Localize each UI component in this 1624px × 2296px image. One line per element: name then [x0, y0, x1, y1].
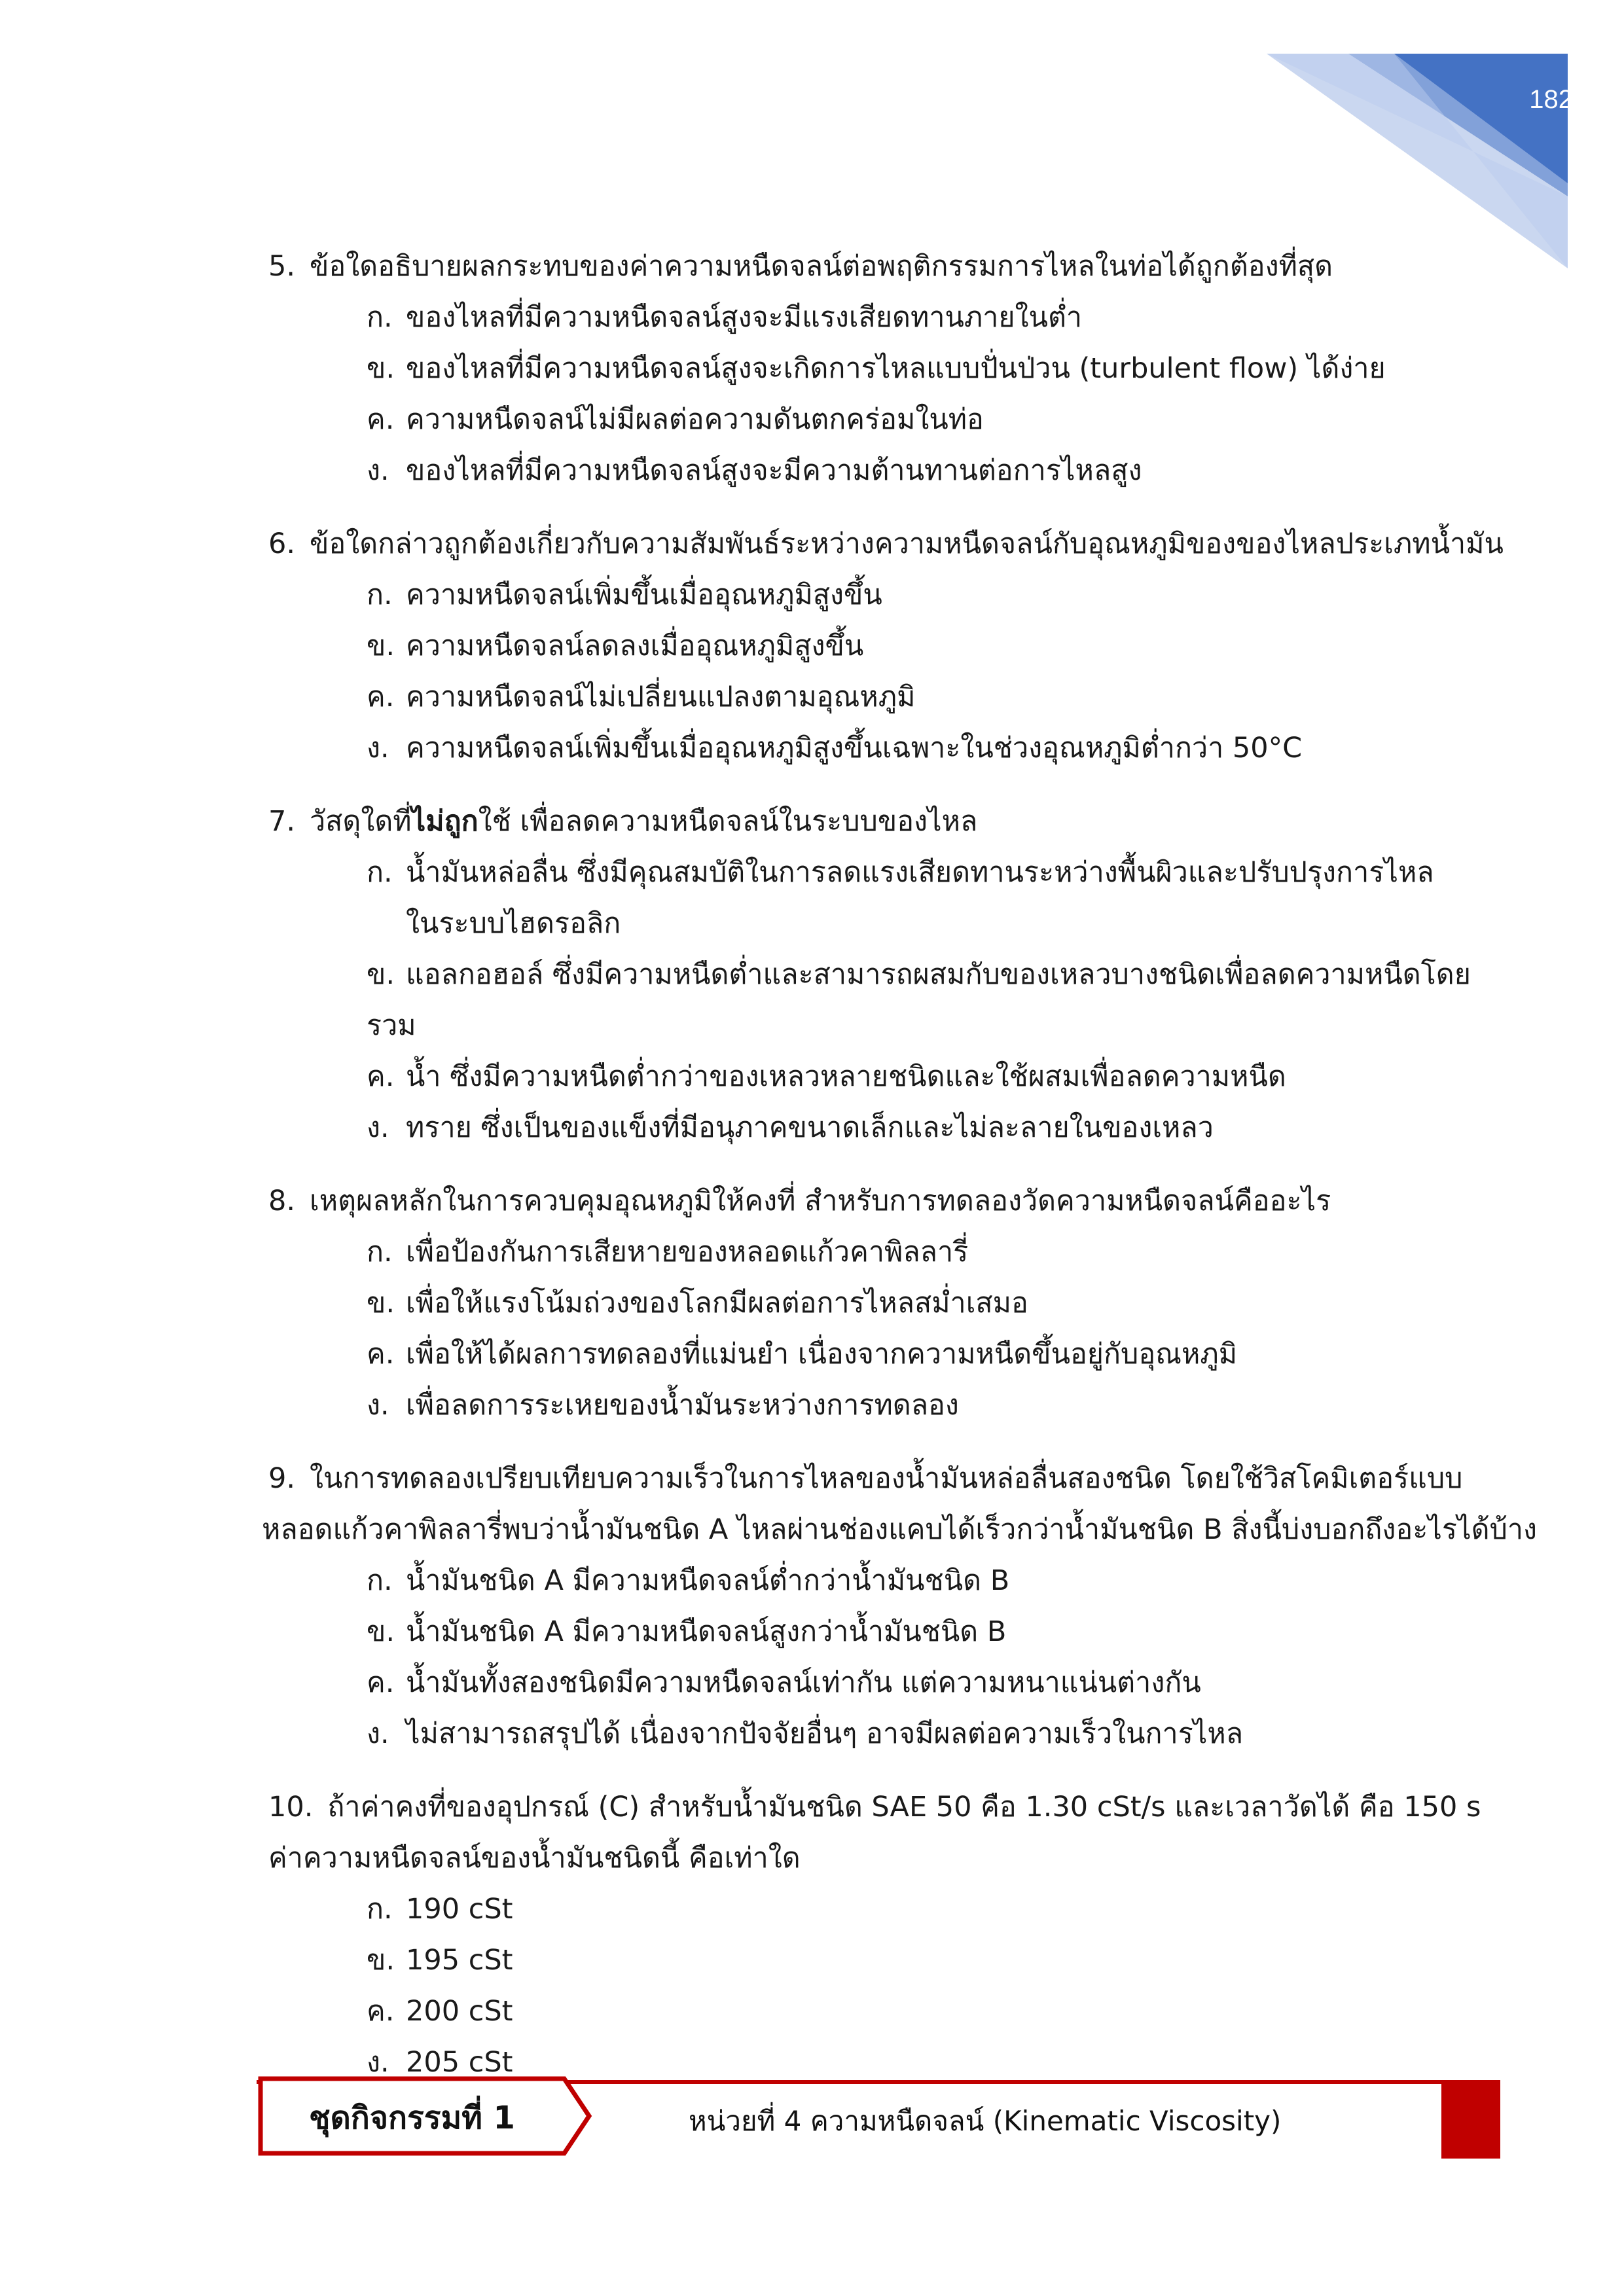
option: [268, 1657, 1486, 1708]
option-letter: ข.: [367, 958, 395, 991]
option: [268, 723, 1486, 774]
option: [268, 445, 1486, 496]
option-letter: ก.: [367, 856, 393, 889]
activity-set-label: ชุดกิจกรรมที่ 1: [309, 2100, 515, 2136]
option-continuation: ในระบบไฮดรอลิก: [406, 907, 621, 940]
option-letter: ก.: [367, 1564, 393, 1597]
question-number: 8.: [268, 1185, 296, 1217]
question-8: [268, 1175, 1486, 1431]
option: [268, 672, 1486, 723]
question-text: ข้อใดกล่าวถูกต้องเกี่ยวกับความสัมพันธ์ระหว่างความหนืดจลน์กับอุณหภูมิของของไหลประเภทน้ำมัน: [310, 528, 1504, 560]
option-text: น้ำมันชนิด A มีความหนืดจลน์ต่ำกว่าน้ำมันชนิด B: [406, 1564, 1010, 1597]
question-text: ถ้าค่าคงที่ของอุปกรณ์ (C) สำหรับน้ำมันชนิด SAE 50 คือ 1.30 cSt/s และเวลาวัดได้ คือ 150 s: [327, 1791, 1481, 1823]
question-text-line2: หลอดแก้วคาพิลลารี่พบว่าน้ำมันชนิด A ไหลผ่านช่องแคบได้เร็วกว่าน้ำมันชนิด B สิ่งนี้บ่งบอกถึงอะไรได้บ้าง: [262, 1513, 1538, 1546]
question-number: 10.: [268, 1791, 314, 1823]
option-text: เพื่อให้แรงโน้มถ่วงของโลกมีผลต่อการไหลสม่ำเสมอ: [406, 1287, 1028, 1319]
footer: [257, 2073, 1500, 2159]
option-text: เพื่อให้ได้ผลการทดลองที่แม่นยำ เนื่องจากความหนืดขึ้นอยู่กับอุณหภูมิ: [406, 1338, 1238, 1371]
option: [268, 1329, 1486, 1380]
footer-accent-block: [1441, 2080, 1500, 2159]
option-text: เพื่อลดการระเหยของน้ำมันระหว่างการทดลอง: [406, 1389, 959, 1422]
option-text: ความหนืดจลน์ลดลงเมื่ออุณหภูมิสูงขึ้น: [406, 630, 864, 662]
option-letter: ค.: [367, 1995, 395, 2028]
question-text: ในการทดลองเปรียบเทียบความเร็วในการไหลของน้ำมันหล่อลื่นสองชนิด โดยใช้วิสโคมิเตอร์แบบ: [310, 1462, 1463, 1495]
question-text: ข้อใดอธิบายผลกระทบของค่าความหนืดจลน์ต่อพฤติกรรมการไหลในท่อได้ถูกต้องที่สุด: [310, 250, 1333, 283]
option-text: ความหนืดจลน์ไม่มีผลต่อความดันตกคร่อมในท่อ: [406, 403, 984, 436]
option: [268, 1606, 1486, 1657]
question-5: [268, 241, 1486, 496]
option-text: น้ำมันทั้งสองชนิดมีความหนืดจลน์เท่ากัน แต่ความหนาแน่นต่างกัน: [406, 1666, 1201, 1699]
option-letter: ก.: [367, 1893, 393, 1926]
option-letter: ง.: [367, 1111, 389, 1144]
option: [268, 394, 1486, 445]
question-7: [268, 796, 1486, 1153]
question-text-before: วัสดุใดที่: [310, 805, 412, 838]
option: [268, 1051, 1486, 1102]
option-letter: ค.: [367, 1060, 395, 1093]
option: [268, 949, 1486, 1051]
unit-title: หน่วยที่ 4 ความหนืดจลน์ (Kinematic Viscosity): [689, 2105, 1282, 2137]
question-list: [262, 241, 1538, 2110]
option-text: ความหนืดจลน์ไม่เปลี่ยนแปลงตามอุณหภูมิ: [406, 681, 916, 713]
option-letter: ข.: [367, 1287, 395, 1319]
question-number: 7.: [268, 805, 296, 838]
option: [268, 1227, 1486, 1278]
option-letter: ง.: [367, 732, 389, 764]
option-letter: ก.: [367, 1236, 393, 1268]
option: [268, 292, 1486, 343]
option-letter: ข.: [367, 1615, 395, 1648]
page-number: 182: [1529, 85, 1573, 114]
option-text: ทราย ซึ่งเป็นของแข็งที่มีอนุภาคขนาดเล็กและไม่ละลายในของเหลว: [406, 1111, 1214, 1144]
option-letter: ข.: [367, 630, 395, 662]
option-letter: ค.: [367, 681, 395, 713]
corner-decoration: [0, 0, 1624, 275]
option-letter: ง.: [367, 1389, 389, 1422]
option-letter: ค.: [367, 1338, 395, 1371]
option: [268, 847, 1486, 898]
option-letter: ข.: [367, 352, 395, 385]
option-letter: ง.: [367, 2046, 389, 2079]
option: [268, 1380, 1486, 1431]
option-text: ความหนืดจลน์เพิ่มขึ้นเมื่ออุณหภูมิสูงขึ้น: [406, 579, 882, 611]
question-text-line2: ค่าความหนืดจลน์ของน้ำมันชนิดนี้ คือเท่าใด: [268, 1842, 801, 1874]
question-number: 9.: [268, 1462, 296, 1495]
option-text: ของไหลที่มีความหนืดจลน์สูงจะเกิดการไหลแบบปั่นป่วน (turbulent flow) ได้ง่าย: [406, 352, 1386, 385]
option: [268, 1986, 1486, 2037]
option: [268, 1935, 1486, 1986]
option-text: 195 cSt: [406, 1944, 513, 1977]
option: [268, 1884, 1486, 1935]
option: [268, 569, 1486, 620]
option-text: 200 cSt: [406, 1995, 513, 2028]
option-text: น้ำมันหล่อลื่น ซึ่งมีคุณสมบัติในการลดแรงเสียดทานระหว่างพื้นผิวและปรับปรุงการไหล: [406, 856, 1434, 889]
option: [268, 1708, 1486, 1759]
question-9: [262, 1453, 1538, 1759]
option-text: ของไหลที่มีความหนืดจลน์สูงจะมีความต้านทานต่อการไหลสูง: [406, 454, 1142, 487]
option: [268, 1278, 1486, 1329]
option-letter: ก.: [367, 579, 393, 611]
option-text: เพื่อป้องกันการเสียหายของหลอดแก้วคาพิลลารี่: [406, 1236, 969, 1268]
option-text: น้ำ ซึ่งมีความหนืดต่ำกว่าของเหลวหลายชนิดและใช้ผสมเพื่อลดความหนืด: [406, 1060, 1286, 1093]
option-letter: ข.: [367, 1944, 395, 1977]
option-letter: ง.: [367, 454, 389, 487]
question-number: 5.: [268, 250, 296, 283]
option-text: 190 cSt: [406, 1893, 513, 1926]
option: [268, 1555, 1486, 1606]
question-text-emphasis: ไม่ถูก: [411, 805, 478, 838]
question-6: [268, 518, 1504, 774]
option-letter: ค.: [367, 403, 395, 436]
option: [268, 620, 1486, 672]
option-text: แอลกอฮอล์ ซึ่งมีความหนืดต่ำและสามารถผสมกับของเหลวบางชนิดเพื่อลดความหนืดโดยรวม: [367, 958, 1471, 1042]
option-letter: ค.: [367, 1666, 395, 1699]
option-text: 205 cSt: [406, 2046, 513, 2079]
option: [268, 343, 1486, 394]
option-text: ของไหลที่มีความหนืดจลน์สูงจะมีแรงเสียดทานภายในต่ำ: [406, 301, 1083, 334]
question-10: [268, 1782, 1486, 2088]
question-number: 6.: [268, 528, 296, 560]
option-text: น้ำมันชนิด A มีความหนืดจลน์สูงกว่าน้ำมันชนิด B: [406, 1615, 1007, 1648]
option-text: ไม่สามารถสรุปได้ เนื่องจากปัจจัยอื่นๆ อาจมีผลต่อความเร็วในการไหล: [406, 1717, 1244, 1750]
option: [268, 1102, 1486, 1153]
question-text: เหตุผลหลักในการควบคุมอุณหภูมิให้คงที่ สำหรับการทดลองวัดความหนืดจลน์คืออะไร: [310, 1185, 1331, 1217]
option-text: ความหนืดจลน์เพิ่มขึ้นเมื่ออุณหภูมิสูงขึ้นเฉพาะในช่วงอุณหภูมิต่ำกว่า 50°C: [406, 732, 1303, 764]
option-letter: ง.: [367, 1717, 389, 1750]
question-text-after: ใช้ เพื่อลดความหนืดจลน์ในระบบของไหล: [478, 805, 978, 838]
option-letter: ก.: [367, 301, 393, 334]
